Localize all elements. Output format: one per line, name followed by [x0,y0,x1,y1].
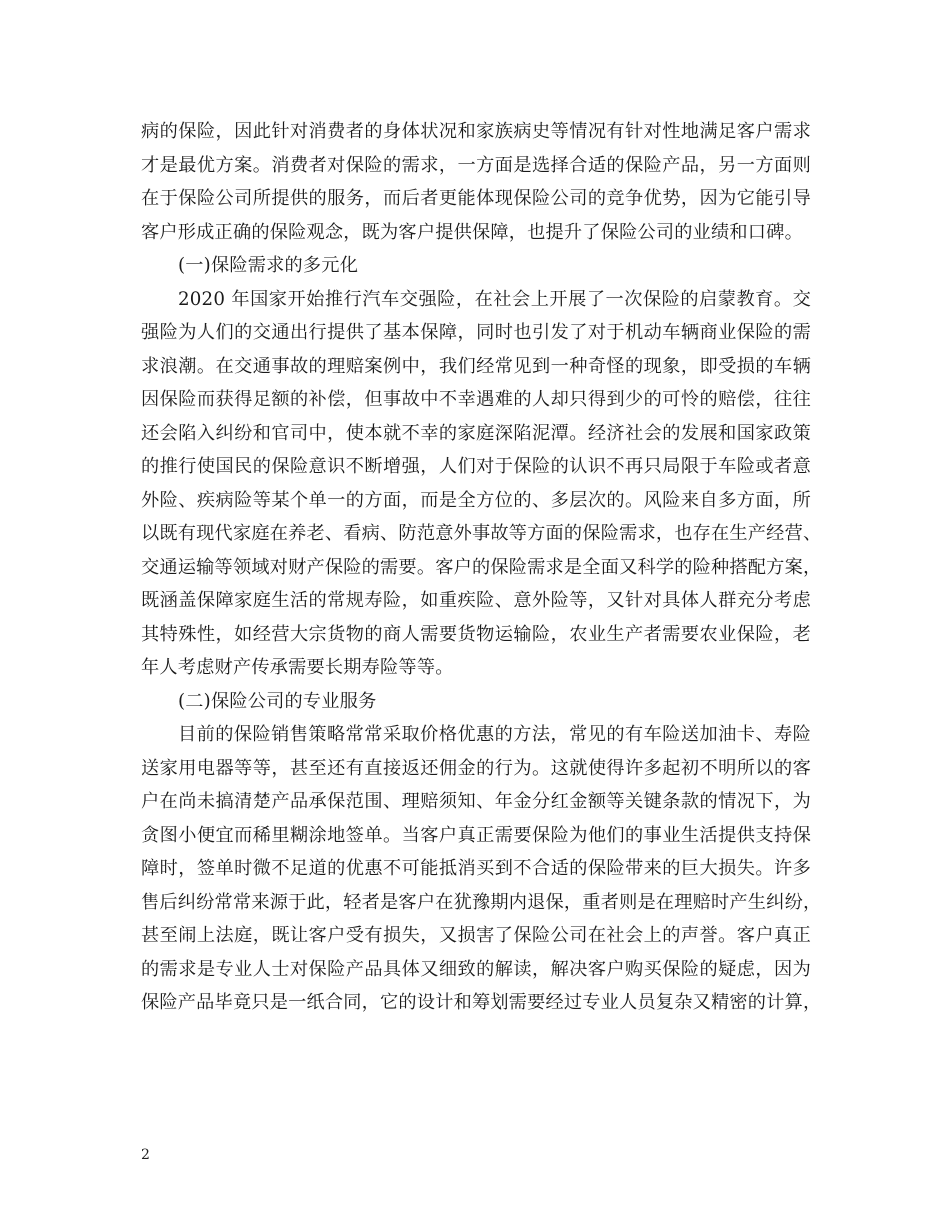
section-heading: (一)保险需求的多元化 [178,255,359,276]
page-number: 2 [141,1147,150,1163]
text-line: 客户形成正确的保险观念，既为客户提供保障，也提升了保险公司的业绩和口碑。 [141,221,803,243]
text-line: 年人考虑财产传承需要长期寿险等等。 [141,657,454,678]
text-line: 其特殊性，如经营大宗货物的商人需要货物运输险，农业生产者需要农业保险，老 [141,623,811,645]
text-line: 保险产品毕竟只是一纸合同，它的设计和筹划需要经过专业人员复杂又精密的计算， [141,992,822,1013]
text-line: 的推行使国民的保险意识不断增强，人们对于保险的认识不再只局限于车险或者意 [141,456,811,477]
text-line: 甚至闹上法庭，既让客户受有损失，又损害了保险公司在社会上的声誉。客户真正 [141,925,811,946]
text-line: 贪图小便宜而稀里糊涂地签单。当客户真正需要保险为他们的事业生活提供支持保 [141,824,811,846]
text-line: 因保险而获得足额的补偿，但事故中不幸遇难的人却只得到少的可怜的赔偿，往往 [141,389,811,410]
text-line: 送家用电器等等，甚至还有直接返还佣金的行为。这就使得许多起初不明所以的客 [141,757,811,779]
text-line: 交通运输等领域对财产保险的需要。客户的保险需求是全面又科学的险种搭配方案， [141,556,822,578]
text-line: 强险为人们的交通出行提供了基本保障，同时也引发了对于机动车辆商业保险的需 [141,322,811,343]
text-line: 的需求是专业人士对保险产品具体又细致的解读，解决客户购买保险的疑虑，因为 [141,958,811,980]
text-line: 障时，签单时微不足道的优惠不可能抵消买到不合适的保险带来的巨大损失。许多 [141,858,811,879]
body-text [141,115,822,1020]
text-line: 才是最优方案。消费者对保险的需求，一方面是选择合适的保险产品，另一方面则 [141,154,811,176]
text-line: 病的保险，因此针对消费者的身体状况和家族病史等情况有针对性地满足客户需求 [141,121,811,142]
text-line: 在于保险公司所提供的服务，而后者更能体现保险公司的竞争优势，因为它能引导 [141,188,811,209]
section-heading: (二)保险公司的专业服务 [178,690,377,712]
text-line: 户在尚未搞清楚产品承保范围、理赔须知、年金分红金额等关键条款的情况下，为 [141,791,811,812]
text-line: 既涵盖保障家庭生活的常规寿险，如重疾险、意外险等，又针对具体人群充分考虑 [141,590,811,611]
text-line: 售后纠纷常常来源于此，轻者是客户在犹豫期内退保，重者则是在理赔时产生纠纷， [141,891,822,913]
text-line: 还会陷入纠纷和官司中，使本就不幸的家庭深陷泥潭。经济社会的发展和国家政策 [141,422,811,444]
text-line: 目前的保险销售策略常常采取价格优惠的方法，常见的有车险送加油卡、寿险 [178,724,811,745]
text-line: 外险、疾病险等某个单一的方面，而是全方位的、多层次的。风险来自多方面，所 [141,489,811,511]
text-line: 求浪潮。在交通事故的理赔案例中，我们经常见到一种奇怪的现象，即受损的车辆 [141,355,811,377]
text-line: 2020 年国家开始推行汽车交强险，在社会上开展了一次保险的启蒙教育。交 [178,288,811,310]
text-line: 以既有现代家庭在养老、看病、防范意外事故等方面的保险需求，也存在生产经营、 [141,523,822,544]
